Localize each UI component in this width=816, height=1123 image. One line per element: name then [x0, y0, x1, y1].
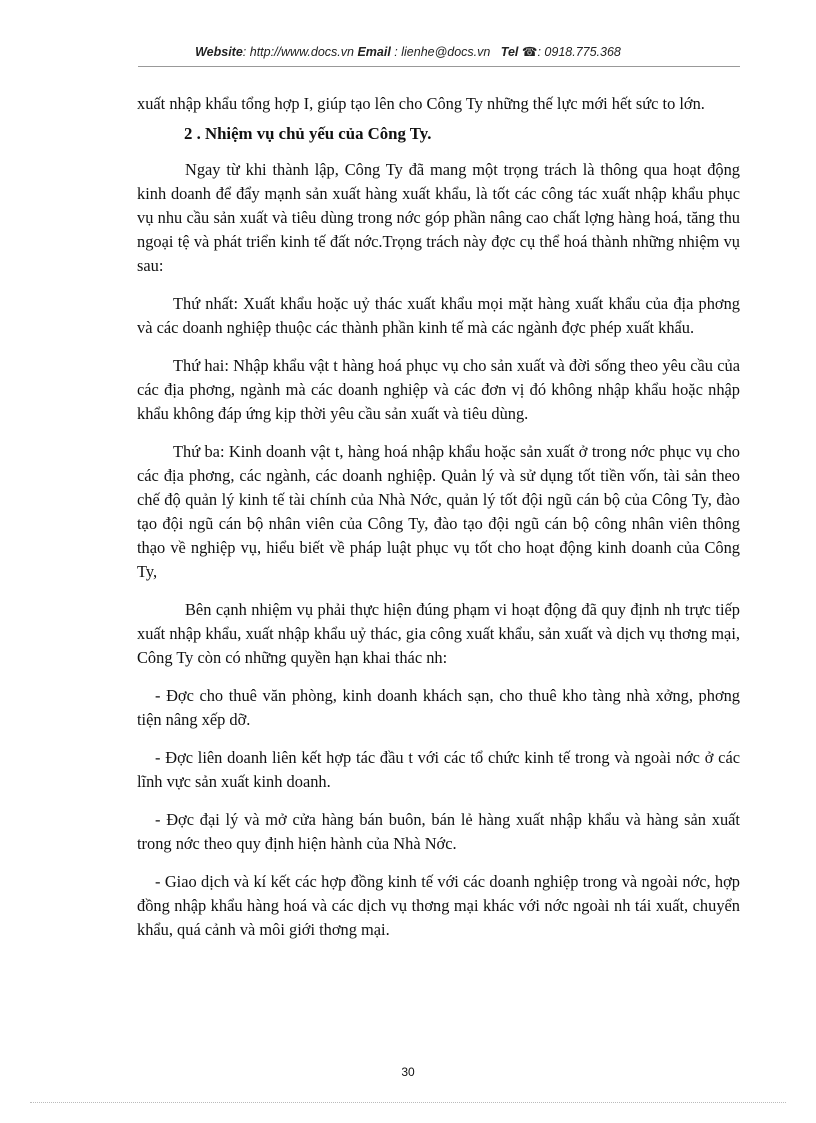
document-body	[137, 92, 740, 942]
page-number: 30	[401, 1065, 415, 1079]
tel-number: : 0918.775.368	[537, 45, 621, 59]
page-header	[0, 44, 816, 59]
email-address[interactable]: : lienhe@docs.vn	[390, 45, 491, 59]
paragraph-overview: Ngay từ khi thành lập, Công Ty đã mang một trọng trách là thông qua hoạt động kinh doanh để đẩy mạnh sản xuất hàng xuất khẩu, là tốt các công tác xuất nhập khẩu phục vụ nhu cầu sản xuất và tiêu dùng trong nớc góp phần nâng cao chất lợng hàng hoá, tăng thu ngoại tệ và phát triển kinh tế đất nớc.Trọng trách này đợc cụ thể hoá thành những nhiệm vụ sau:	[137, 160, 740, 275]
header-divider	[138, 66, 740, 67]
list-item: - Đợc đại lý và mở cửa hàng bán buôn, bán lẻ hàng xuất nhập khẩu và hàng sản xuất trong nớc theo quy định hiện hành của Nhà Nớc.	[137, 810, 740, 853]
list-item: - Đợc cho thuê văn phòng, kinh doanh khách sạn, cho thuê kho tàng nhà xởng, phơng tiện nâng xếp dỡ.	[137, 686, 740, 729]
list-item: - Giao dịch và kí kết các hợp đồng kinh tế với các doanh nghiệp trong và ngoài nớc, hợp đồng nhập khẩu hàng hoá và các dịch vụ thơng mại khác với nớc ngoài nh tái xuất, chuyển khẩu, quá cảnh và môi giới thơng mại.	[137, 872, 740, 939]
paragraph-first-duty: Thứ nhất: Xuất khẩu hoặc uỷ thác xuất khẩu mọi mặt hàng xuất khẩu của địa phơng và các doanh nghiệp thuộc các thành phần kinh tế mà các ngành đợc phép xuất khẩu.	[137, 294, 740, 337]
tel-label: Tel	[500, 45, 519, 59]
intro-paragraph: xuất nhập khẩu tổng hợp I, giúp tạo lên cho Công Ty những thế lực mới hết sức to lớn.	[137, 94, 705, 113]
paragraph-third-duty: Thứ ba: Kinh doanh vật t, hàng hoá nhập khẩu hoặc sản xuất ở trong nớc phục vụ cho các địa phơng, các ngành, các doanh nghiệp. Quản lý và sử dụng tốt tiền vốn, tài sản theo chế độ quản lý kinh tế tài chính của Nhà Nớc, quản lý tốt đội ngũ cán bộ của Công Ty, đào tạo đội ngũ cán bộ nhân viên của Công Ty, đào tạo đội ngũ cán bộ công nhân viên thông thạo về nghiệp vụ, hiểu biết về pháp luật phục vụ tốt cho hoạt động kinh doanh của Công Ty,	[137, 442, 740, 581]
footer-divider	[30, 1102, 786, 1103]
website-label: Website	[195, 45, 243, 59]
email-label: Email	[357, 45, 391, 59]
list-item: - Đợc liên doanh liên kết hợp tác đầu t với các tổ chức kinh tế trong và ngoài nớc ở các lĩnh vực sản xuất kinh doanh.	[137, 748, 740, 791]
section-heading: 2 . Nhiệm vụ chủ yếu của Công Ty.	[184, 124, 432, 143]
phone-icon: ☎	[521, 45, 538, 59]
paragraph-second-duty: Thứ hai: Nhập khẩu vật t hàng hoá phục vụ cho sản xuất và đời sống theo yêu cầu của các địa phơng, ngành mà các doanh nghiệp và các đơn vị đó không nhập khẩu hoặc nhập khẩu không đáp ứng kịp thời yêu cầu sản xuất và tiêu dùng.	[137, 356, 740, 423]
paragraph-rights-intro: Bên cạnh nhiệm vụ phải thực hiện đúng phạm vi hoạt động đã quy định nh trực tiếp xuất nhập khẩu, xuất nhập khẩu uỷ thác, gia công xuất khẩu, sản xuất và dịch vụ thơng mại, Công Ty còn có những quyền hạn khai thác nh:	[137, 600, 740, 667]
website-url[interactable]: : http://www.docs.vn	[242, 45, 354, 59]
